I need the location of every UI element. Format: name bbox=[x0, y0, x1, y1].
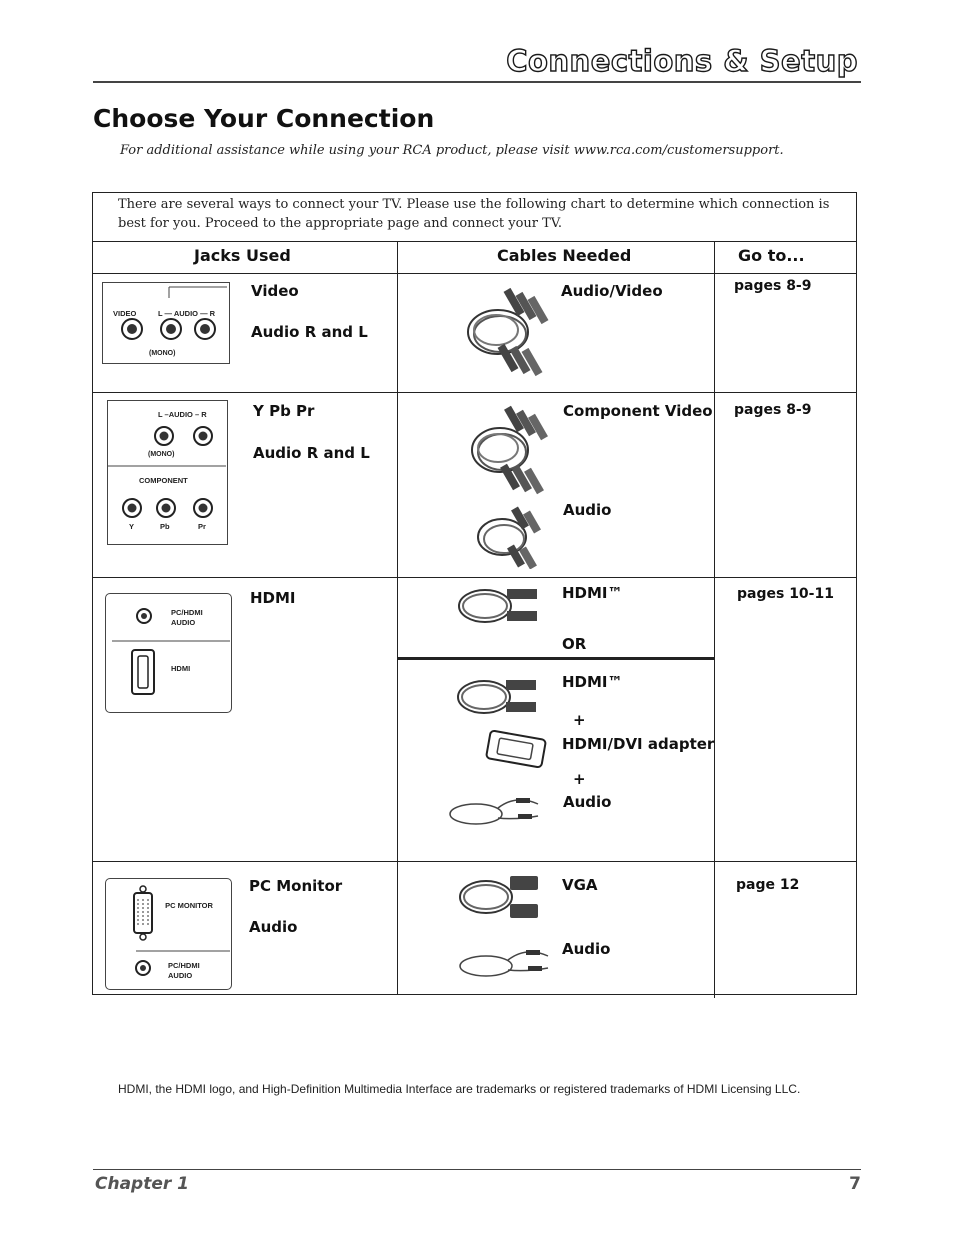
jack-label-pc-audio: PC/HDMI AUDIO bbox=[168, 961, 200, 980]
jack-label-video: VIDEO bbox=[113, 309, 137, 318]
plus-label: + bbox=[573, 711, 586, 729]
hdmi-dvi-adapter-icon bbox=[480, 727, 552, 771]
jack-name: Audio R and L bbox=[253, 444, 370, 462]
cable-name: HDMI™ bbox=[562, 584, 623, 602]
trademark-footnote: HDMI, the HDMI logo, and High-Definition Multimedia Interface are trademarks or registered trademarks of HDMI Licensing LLC. bbox=[118, 1082, 801, 1096]
jack-name: Audio R and L bbox=[251, 323, 368, 341]
av-cable-icon bbox=[458, 280, 558, 380]
jack-label-hdmi: HDMI bbox=[171, 664, 191, 673]
column-divider bbox=[397, 241, 398, 995]
pc-jack-panel bbox=[105, 878, 232, 990]
plus-label: + bbox=[573, 770, 586, 788]
goto-pages[interactable]: pages 8-9 bbox=[734, 402, 812, 418]
jack-label-audio: L — AUDIO — R bbox=[158, 309, 216, 318]
assistance-note: For additional assistance while using your RCA product, please visit www.rca.com/customersupport. bbox=[120, 143, 784, 158]
jack-name: HDMI bbox=[250, 589, 296, 607]
jack-label-pb: Pb bbox=[160, 522, 170, 531]
page-title: Choose Your Connection bbox=[93, 104, 435, 133]
cable-name: HDMI™ bbox=[562, 673, 623, 691]
or-divider bbox=[397, 657, 715, 660]
cable-name: Audio bbox=[562, 940, 611, 958]
section-title: Connections & Setup bbox=[506, 44, 858, 78]
cable-name: Component Video bbox=[563, 402, 713, 420]
hdmi-jack-panel bbox=[105, 593, 232, 713]
component-cable-icon bbox=[462, 400, 552, 500]
jack-label-mono: (MONO) bbox=[148, 451, 175, 458]
col-head-cables: Cables Needed bbox=[497, 246, 632, 265]
row-divider bbox=[92, 577, 857, 578]
jack-label-pc-audio: PC/HDMI AUDIO bbox=[171, 608, 203, 627]
audio-cable-icon bbox=[472, 503, 552, 569]
cable-name: HDMI/DVI adapter bbox=[562, 735, 715, 753]
hdmi-cable-icon bbox=[455, 583, 545, 629]
cable-name: Audio bbox=[563, 793, 612, 811]
cable-name: VGA bbox=[562, 876, 598, 894]
goto-pages[interactable]: page 12 bbox=[736, 877, 800, 893]
jack-name: Audio bbox=[249, 918, 298, 936]
jack-label-mono: (MONO) bbox=[149, 350, 176, 357]
cable-name: Audio bbox=[563, 501, 612, 519]
row-divider bbox=[92, 861, 857, 862]
header-rule bbox=[93, 81, 861, 83]
col-head-jacks: Jacks Used bbox=[194, 246, 291, 265]
intro-text: There are several ways to connect your TV. Please use the following chart to determine which connection is best for you. Proceed to the appropriate page and connect your TV. bbox=[118, 197, 830, 231]
goto-pages[interactable]: pages 10-11 bbox=[737, 586, 834, 602]
hdmi-cable-icon bbox=[454, 674, 544, 720]
jack-label-audio: L –AUDIO – R bbox=[158, 410, 207, 419]
footer-rule bbox=[93, 1169, 861, 1170]
or-label: OR bbox=[562, 635, 587, 653]
row-divider bbox=[92, 241, 857, 242]
row-divider bbox=[92, 273, 857, 274]
jack-label-component: COMPONENT bbox=[139, 476, 188, 485]
cable-name: Audio/Video bbox=[561, 282, 663, 300]
chapter-label: Chapter 1 bbox=[95, 1174, 190, 1194]
vga-cable-icon bbox=[456, 872, 546, 922]
page-number: 7 bbox=[849, 1174, 861, 1194]
row-divider bbox=[92, 392, 857, 393]
jack-label-y: Y bbox=[129, 522, 135, 531]
component-jack-panel bbox=[107, 400, 228, 545]
goto-pages[interactable]: pages 8-9 bbox=[734, 278, 812, 294]
jack-label-pc-monitor: PC MONITOR bbox=[165, 901, 213, 910]
jack-name: PC Monitor bbox=[249, 877, 343, 895]
av-jack-panel bbox=[102, 282, 230, 364]
jack-name: Y Pb Pr bbox=[253, 402, 315, 420]
jack-label-pr: Pr bbox=[198, 522, 206, 531]
column-divider bbox=[714, 241, 715, 998]
audio-mini-cable-icon bbox=[456, 942, 556, 982]
col-head-goto: Go to... bbox=[738, 246, 805, 265]
audio-mini-cable-icon bbox=[446, 790, 546, 830]
jack-name: Video bbox=[251, 282, 299, 300]
